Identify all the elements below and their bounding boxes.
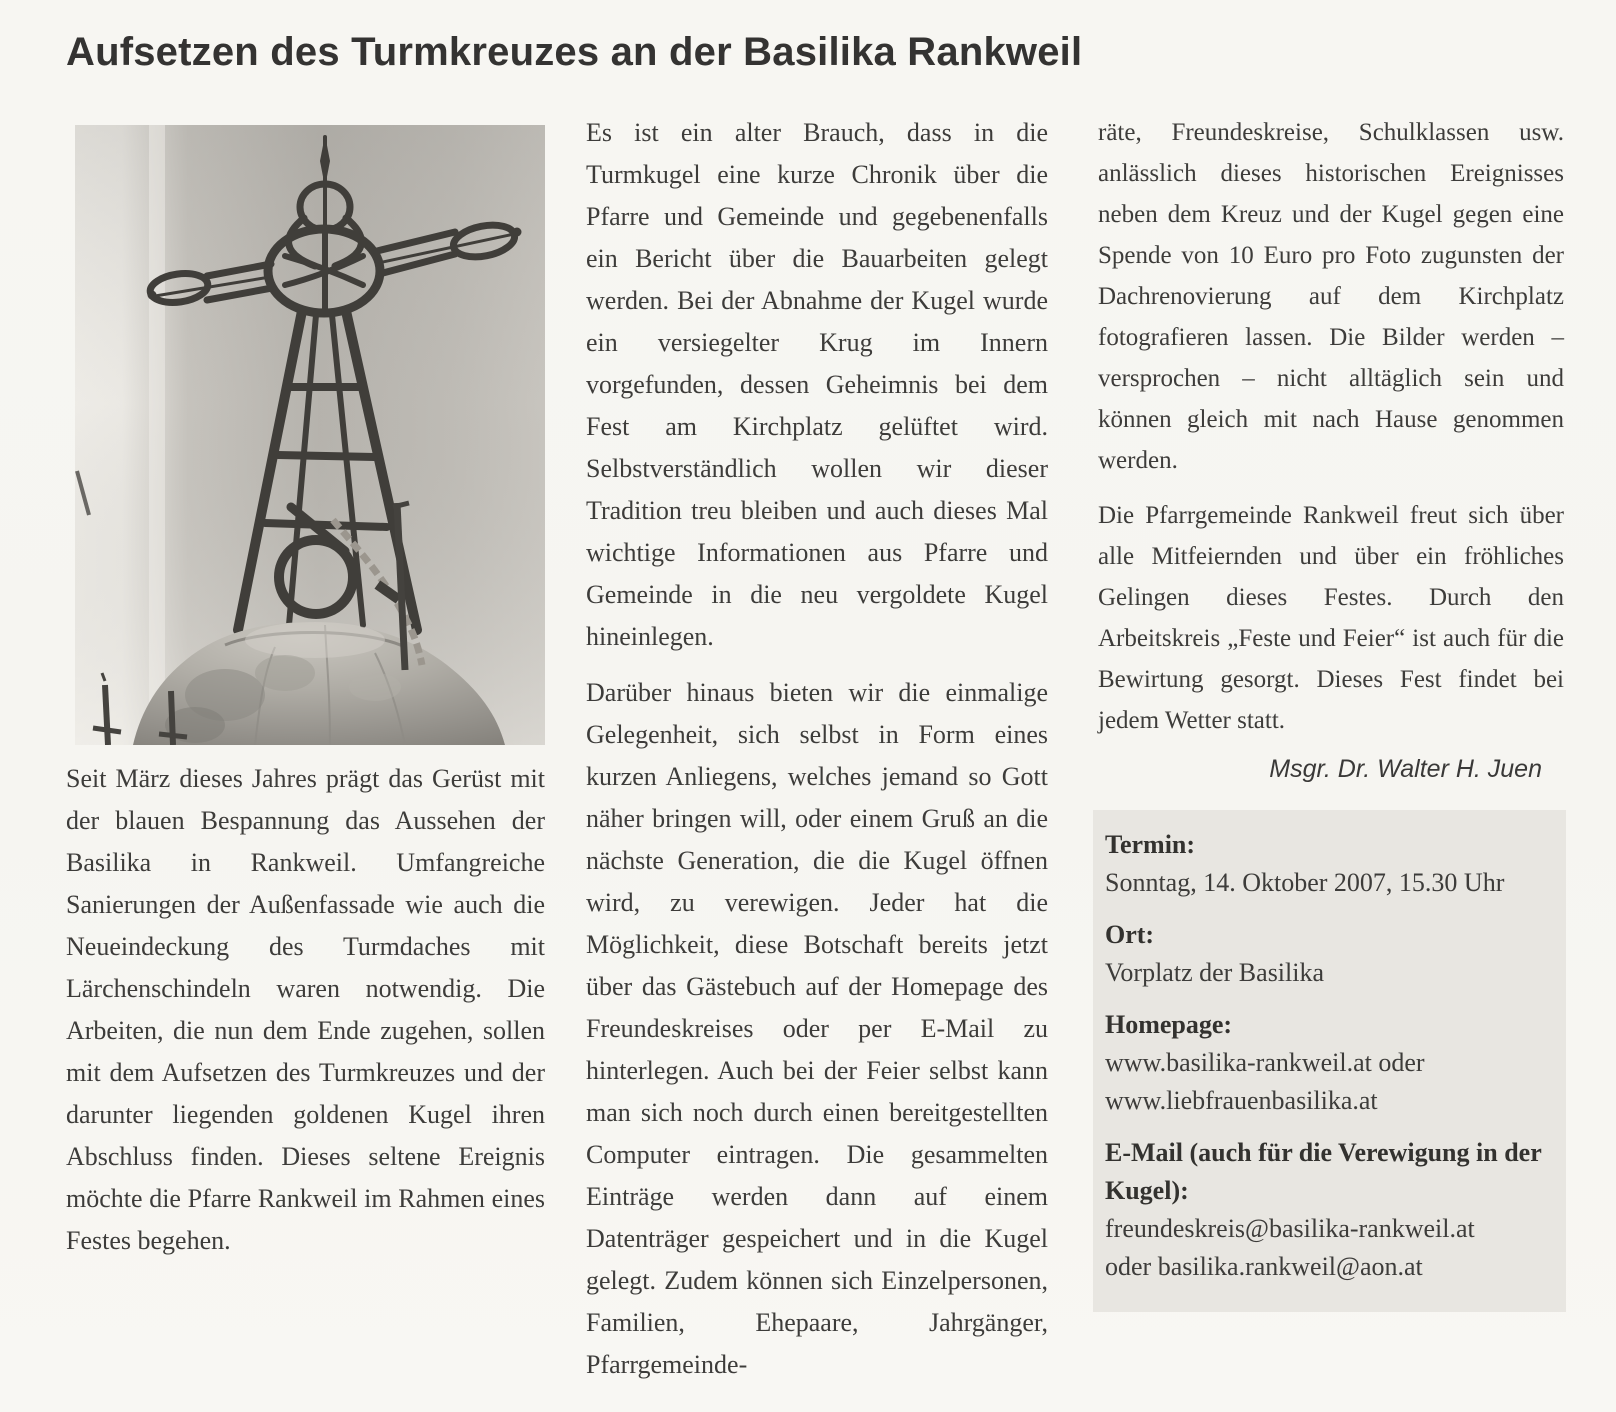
author-byline: Msgr. Dr. Walter H. Juen: [1269, 755, 1542, 783]
infobox-homepage-url-2: www.liebfrauenbasilika.at: [1105, 1086, 1378, 1115]
infobox-email-address-2: oder basilika.rankweil@aon.at: [1105, 1252, 1423, 1281]
paragraph-right-1: räte, Freundeskreise, Schulklassen usw. anlässlich dieses historischen Ereignisses neben dem Kreuz und der Kugel gegen eine Spende von 10 Euro pro Foto zugunsten der Dachrenovierung auf dem Kirchplatz fotografieren lassen. Die Bilder werden – versprochen – nicht alltäglich sein und können gleich mit nach Hause genommen werden.: [1098, 119, 1564, 474]
column-middle: [586, 112, 1048, 1386]
infobox-entry-ort: [1105, 916, 1556, 992]
event-infobox: [1093, 810, 1566, 1312]
article-title: Aufsetzen des Turmkreuzes an der Basilika Rankweil: [66, 30, 1083, 74]
infobox-label-homepage: Homepage:: [1105, 1010, 1233, 1039]
infobox-entry-termin: [1105, 826, 1556, 902]
infobox-entry-homepage: [1105, 1006, 1556, 1120]
infobox-homepage-url-1: www.basilika-rankweil.at oder: [1105, 1048, 1425, 1077]
paragraph-left-1: Seit März dieses Jahres prägt das Gerüst mit der blauen Bespannung das Aussehen der Basilika in Rankweil. Umfangreiche Sanierungen der Außenfassade wie auch die Neueindeckung des Turmdaches mit Lärchenschindeln waren notwendig. Die Arbeiten, die nun dem Ende zugehen, sollen mit dem Aufsetzen des Turmkreuzes und der darunter liegenden goldenen Kugel ihren Abschluss finden. Dieses seltene Ereignis möchte die Pfarre Rankweil im Rahmen eines Festes begehen.: [66, 764, 545, 1255]
infobox-value-termin: Sonntag, 14. Oktober 2007, 15.30 Uhr: [1105, 868, 1505, 897]
infobox-value-ort: Vorplatz der Basilika: [1105, 958, 1325, 987]
column-right: [1098, 112, 1564, 1312]
infobox-label-email: E-Mail (auch für die Verewigung in der Kugel):: [1105, 1138, 1542, 1205]
turmkreuz-photo: [75, 125, 545, 745]
infobox-entry-email: [1105, 1134, 1556, 1286]
infobox-label-termin: Termin:: [1105, 830, 1196, 859]
column-left: [66, 758, 545, 1262]
paragraph-right-2: Die Pfarrgemeinde Rankweil freut sich über alle Mitfeiernden und über ein fröhliches Gelingen dieses Festes. Durch den Arbeitskreis „Feste und Feier“ ist auch für die Bewirtung gesorgt. Dieses Fest findet bei jedem Wetter statt.: [1098, 502, 1564, 734]
photo-light-streak: [149, 125, 165, 745]
paragraph-middle-1: Es ist ein alter Brauch, dass in die Turmkugel eine kurze Chronik über die Pfarre und Gemeinde und gegebenenfalls ein Bericht über die Bauarbeiten gelegt werden. Bei der Abnahme der Kugel wurde ein versiegelter Krug im Innern vorgefunden, dessen Geheimnis bei dem Fest am Kirchplatz gelüftet wird. Selbstverständlich wollen wir dieser Tradition treu bleiben und auch dieses Mal wichtige Informationen aus Pfarre und Gemeinde in die neu vergoldete Kugel hineinlegen.: [586, 118, 1048, 651]
infobox-label-ort: Ort:: [1105, 920, 1155, 949]
infobox-email-address-1: freundeskreis@basilika-rankweil.at: [1105, 1214, 1475, 1243]
turmkreuz-photo-illustration: [75, 125, 545, 745]
paragraph-middle-2: Darüber hinaus bieten wir die einmalige Gelegenheit, sich selbst in Form eines kurzen Anliegens, welches jemand so Gott näher bringen will, oder einem Gruß an die nächste Generation, die die Kugel öffnen wird, zu verewigen. Jeder hat die Möglichkeit, diese Botschaft bereits jetzt über das Gästebuch auf der Homepage des Freundeskreises oder per E-Mail zu hinterlegen. Auch bei der Feier selbst kann man sich noch durch einen bereitgestellten Computer eintragen. Die gesammelten Einträge werden dann auf einem Datenträger gespeichert und in die Kugel gelegt. Zudem können sich Einzelpersonen, Familien, Ehepaare, Jahrgänger, Pfarrgemeinde-: [586, 678, 1048, 1379]
